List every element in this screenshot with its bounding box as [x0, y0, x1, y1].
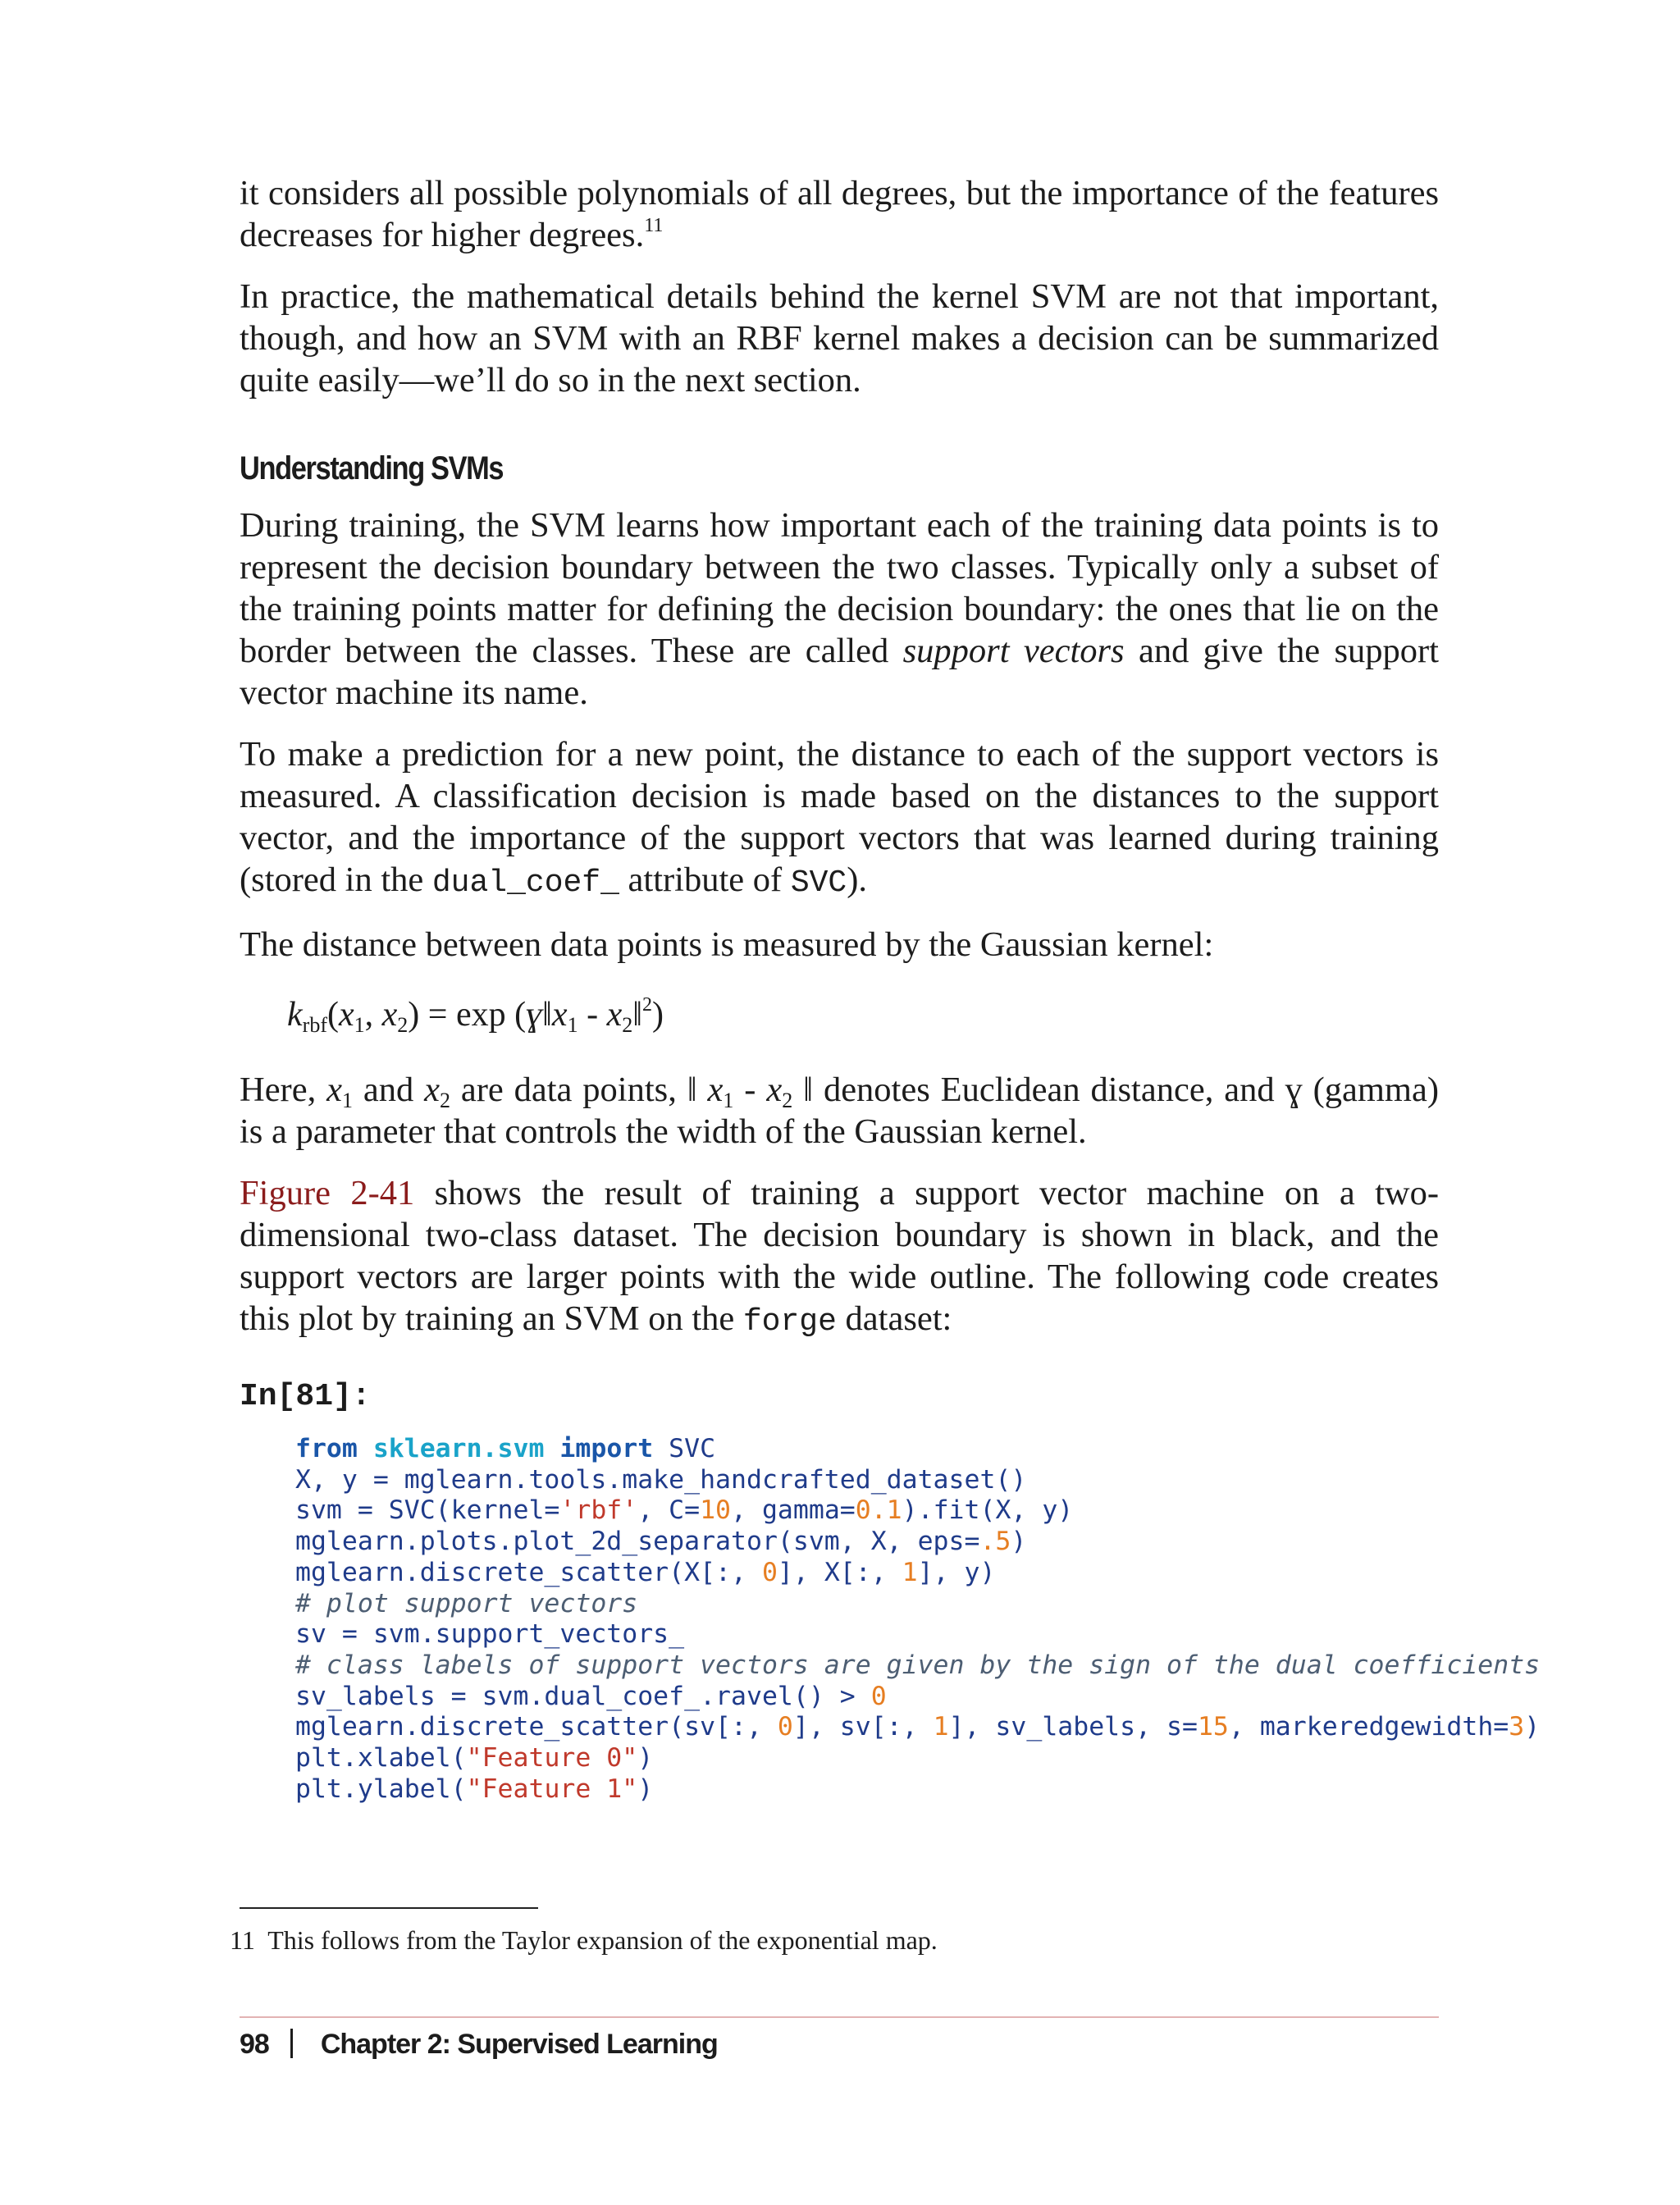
formula-symbol: x [606, 996, 623, 1034]
paragraph-training [240, 504, 1439, 714]
paragraph-text: are data points, ǁ [450, 1071, 708, 1109]
page-footer [240, 2026, 718, 2062]
code-line: from sklearn.svm import SVC [295, 1434, 716, 1463]
code-line: mglearn.discrete_scatter(X[:, 0], X[:, 1], y) [295, 1557, 996, 1587]
code-line: plt.ylabel("Feature 1") [295, 1774, 654, 1804]
math-subscript: 2 [439, 1089, 450, 1112]
paragraph-practice: In practice, the mathematical details behind the kernel SVM are not that important, though, and how an SVM with an RBF kernel makes a decision can be summarized quite easily—we’ll do so in the next section. [240, 277, 1439, 399]
paragraph-figure [240, 1172, 1439, 1343]
code-line: X, y = mglearn.tools.make_handcrafted_dataset() [295, 1464, 1027, 1495]
footnote [230, 1924, 938, 1956]
formula-symbol: ɣ [526, 996, 543, 1034]
formula-subscript: 1 [354, 1013, 365, 1037]
code-line: sv_labels = svm.dual_coef_.ravel() > 0 [295, 1681, 887, 1711]
paragraph-text: ). [847, 861, 868, 899]
math-subscript: 2 [782, 1089, 793, 1112]
code-comment: # plot support vectors [295, 1588, 638, 1618]
formula-superscript: 2 [642, 994, 653, 1016]
formula-text: ǁ [542, 996, 552, 1034]
formula-text: ) = exp ( [408, 996, 527, 1034]
formula-text: - [578, 996, 607, 1034]
inline-code: SVC [790, 865, 847, 901]
footnote-number: 11 [230, 1925, 255, 1955]
paragraph-here [240, 1069, 1439, 1153]
formula-text: ( [326, 996, 339, 1034]
paragraph-text: ǁ denotes Euclidean distance, and ɣ (gamma) is a parameter that controls the width of the Gaussian kernel. [240, 1071, 1439, 1151]
paragraph-text: During training, the SVM learns how important each of the training data points is to represent the decision boundary between the two classes. Typically only a subset of the training points matter for defining the decision boundary: the ones that lie on the border between the classes. These are called [240, 506, 1439, 670]
footnote-text: This follows from the Taylor expansion of the exponential map. [267, 1925, 938, 1955]
page-number: 98 [240, 2029, 269, 2060]
emphasis-term: support vectors [902, 632, 1125, 670]
math-symbol: x [766, 1071, 783, 1109]
formula-text: ǁ [632, 996, 643, 1034]
code-line: sv = svm.support_vectors_ [295, 1619, 685, 1650]
paragraph-text: and [352, 1071, 425, 1109]
paragraph-text: - [733, 1071, 767, 1109]
paragraph-text: it considers all possible polynomials of all degrees, but the importance of the features decreases for higher degrees. [240, 174, 1439, 254]
formula-text: ) [652, 996, 664, 1034]
math-subscript: 1 [723, 1089, 734, 1112]
section-heading: Understanding SVMs [240, 450, 504, 486]
chapter-title: Chapter 2: Supervised Learning [320, 2029, 718, 2060]
paragraph-text: To make a prediction for a new point, the distance to each of the support vectors is measured. A classification decision is made based on the distances to the support vector, and the importance of the support vectors that was learned during training (stored in the [240, 735, 1439, 899]
footnote-divider [240, 1907, 538, 1909]
page-body [240, 172, 1541, 1805]
gaussian-kernel-formula [287, 993, 1439, 1036]
code-block [295, 1434, 1541, 1805]
formula-text: , [364, 996, 382, 1034]
footer-divider [240, 2016, 1439, 2018]
formula-subscript: 2 [622, 1013, 633, 1037]
paragraph-text: and give the support vector machine its name. [240, 632, 1439, 712]
paragraph-distance: The distance between data points is measured by the Gaussian kernel: [240, 925, 1214, 964]
code-cell-label: In[81]: [240, 1379, 371, 1414]
formula-symbol: x [551, 996, 568, 1034]
formula-symbol: x [338, 996, 354, 1034]
formula-subscript: 2 [397, 1013, 409, 1037]
footer-separator [290, 2029, 293, 2058]
code-line: mglearn.plots.plot_2d_separator(svm, X, eps=.5) [295, 1527, 1027, 1557]
paragraph-text: Here, [240, 1071, 327, 1109]
inline-code: dual_coef_ [431, 865, 619, 901]
code-line: svm = SVC(kernel='rbf', C=10, gamma=0.1).fit(X, y) [295, 1495, 1074, 1526]
formula-symbol: k [287, 996, 303, 1034]
paragraph-text: shows the result of training a support vector machine on a two-dimensional two-class dataset. The decision boundary is shown in black, and the support vectors are larger points with the wide outline. The following code creates this plot by training an SVM on the [240, 1174, 1439, 1338]
math-symbol: x [707, 1071, 724, 1109]
code-line: mglearn.discrete_scatter(sv[:, 0], sv[:, 1], sv_labels, s=15, markeredgewidth=3) [295, 1712, 1541, 1742]
inline-code: forge [742, 1304, 837, 1340]
formula-subscript: 1 [567, 1013, 578, 1037]
code-line: plt.xlabel("Feature 0") [295, 1743, 654, 1774]
math-symbol: x [326, 1071, 342, 1109]
math-subscript: 1 [341, 1089, 353, 1112]
paragraph-text: dataset: [836, 1299, 952, 1338]
paragraph-text: attribute of [619, 861, 791, 899]
formula-symbol: x [381, 996, 398, 1034]
formula-subscript: rbf [302, 1013, 327, 1037]
figure-link[interactable]: Figure 2-41 [240, 1174, 415, 1212]
math-symbol: x [424, 1071, 440, 1109]
paragraph-polynomials [240, 172, 1439, 256]
code-comment: # class labels of support vectors are given by the sign of the dual coefficients [295, 1650, 1541, 1680]
paragraph-prediction [240, 733, 1439, 904]
footnote-ref[interactable]: 11 [644, 215, 664, 236]
